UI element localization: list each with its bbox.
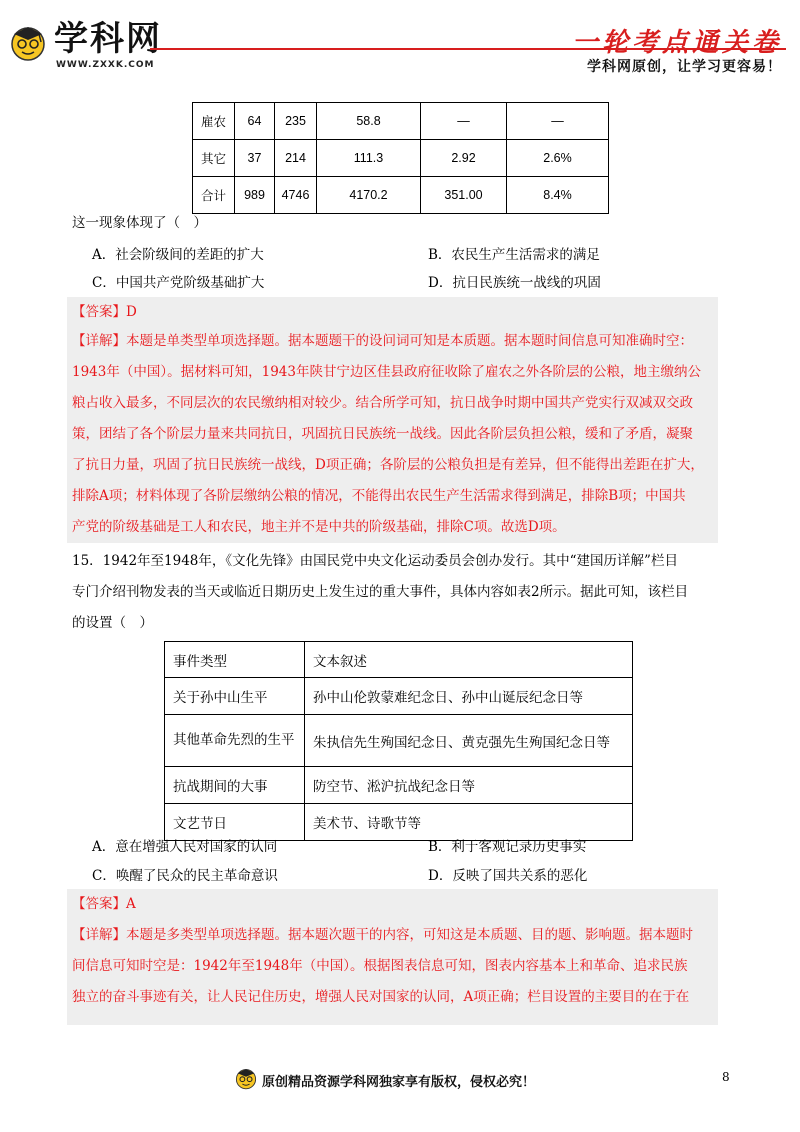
footer-emoji-icon bbox=[234, 1066, 258, 1090]
q15-detail-line: 间信息可知时空是：1942年至1948年（中国）。根据图表信息可知，图表内容基本上和革命、追求民族 bbox=[72, 958, 688, 974]
q15-option-b: B．利于客观记录历史事实 bbox=[428, 839, 587, 855]
header-title: 一轮考点通关卷 bbox=[571, 28, 782, 58]
q14-option-b: B．农民生产生活需求的满足 bbox=[428, 247, 600, 263]
q14-detail-line: 1943年（中国）。据材料可知，1943年陕甘宁边区佳县政府征收除了雇农之外各阶层的公粮，地主缴纳公 bbox=[72, 364, 701, 380]
logo-emoji-icon bbox=[8, 22, 48, 62]
table-cell: 抗战期间的大事 bbox=[165, 767, 305, 804]
q15-stem bbox=[72, 546, 716, 639]
table-row bbox=[165, 678, 633, 715]
table-cell: 111.3 bbox=[317, 140, 421, 177]
table-cell: 其它 bbox=[193, 140, 235, 177]
q14-option-a: A．社会阶级间的差距的扩大 bbox=[92, 247, 264, 263]
table-row bbox=[193, 140, 609, 177]
q15-option-c: C．唤醒了民众的民主革命意识 bbox=[92, 868, 278, 884]
table-cell: 朱执信先生殉国纪念日、黄克强先生殉国纪念日等 bbox=[305, 715, 633, 767]
table-cell: — bbox=[507, 103, 609, 140]
table-cell: 8.4% bbox=[507, 177, 609, 214]
page-number: 8 bbox=[722, 1070, 730, 1084]
q15-detail-line: 【详解】本题是多类型单项选择题。据本题次题干的内容，可知这是本质题、目的题、影响题。据本题时 bbox=[72, 927, 693, 943]
table-row bbox=[165, 804, 633, 841]
table-cell: 37 bbox=[235, 140, 275, 177]
table-row bbox=[165, 715, 633, 767]
table-cell: 989 bbox=[235, 177, 275, 214]
q14-detail-line: 产党的阶级基础是工人和农民，地主并不是中共的阶级基础，排除C项。故选D项。 bbox=[72, 519, 566, 535]
table-cell: 2.6% bbox=[507, 140, 609, 177]
footer-copyright: 原创精品资源学科网独家享有版权，侵权必究！ bbox=[262, 1075, 536, 1090]
table-cell: 4746 bbox=[275, 177, 317, 214]
logo-text: 学科网 bbox=[54, 19, 162, 59]
table-cell: 2.92 bbox=[421, 140, 507, 177]
table-cell: 防空节、淞沪抗战纪念日等 bbox=[305, 767, 633, 804]
table-cell: 214 bbox=[275, 140, 317, 177]
table-cell: 雇农 bbox=[193, 103, 235, 140]
table-row bbox=[193, 177, 609, 214]
table-cell: 关于孙中山生平 bbox=[165, 678, 305, 715]
q15-option-a: A．意在增强人民对国家的认同 bbox=[92, 839, 278, 855]
q14-detail-line: 排除A项；材料体现了各阶层缴纳公粮的情况，不能得出农民生产生活需求得到满足，排除B项；中国共 bbox=[72, 488, 686, 504]
q15-option-d: D．反映了国共关系的恶化 bbox=[428, 868, 588, 884]
table-cell: 235 bbox=[275, 103, 317, 140]
q14-option-d: D．抗日民族统一战线的巩固 bbox=[428, 275, 601, 291]
table-column-content bbox=[164, 641, 633, 841]
table-cell: 美术节、诗歌节等 bbox=[305, 804, 633, 841]
table-row bbox=[193, 103, 609, 140]
q14-detail bbox=[72, 326, 716, 543]
q15-stem-line: 15．1942年至1948年，《文化先锋》由国民党中央文化运动委员会创办发行。其中“建国历详解”栏目 bbox=[72, 553, 678, 569]
q14-detail-line: 了抗日力量，巩固了抗日民族统一战线，D项正确；各阶层的公粮负担是有差异，但不能得出差距在扩大， bbox=[72, 457, 704, 473]
q15-stem-line: 的设置（ ） bbox=[72, 615, 153, 631]
table-cell: 351.00 bbox=[421, 177, 507, 214]
table-cell: 文艺节日 bbox=[165, 804, 305, 841]
table-row bbox=[165, 767, 633, 804]
table-header-cell: 事件类型 bbox=[165, 642, 305, 678]
table-cell: 64 bbox=[235, 103, 275, 140]
q14-stem: 这一现象体现了（ ） bbox=[72, 215, 207, 231]
table-grain-tax bbox=[192, 102, 609, 214]
q15-detail-line: 独立的奋斗事迹有关，让人民记住历史，增强人民对国家的认同，A项正确；栏目设置的主要目的在于在 bbox=[72, 989, 690, 1005]
q14-detail-line: 粮占收入最多，不同层次的农民缴纳相对较少。结合所学可知，抗日战争时期中国共产党实行双减双交政 bbox=[72, 395, 693, 411]
q14-detail-line: 策，团结了各个阶层力量来共同抗日，巩固抗日民族统一战线。因此各阶层负担公粮，缓和了矛盾，凝聚 bbox=[72, 426, 693, 442]
header-divider bbox=[150, 48, 786, 50]
table-cell: 4170.2 bbox=[317, 177, 421, 214]
table-header-cell: 文本叙述 bbox=[305, 642, 633, 678]
table-cell: 其他革命先烈的生平 bbox=[165, 715, 305, 767]
table-cell: — bbox=[421, 103, 507, 140]
table-cell: 孙中山伦敦蒙难纪念日、孙中山诞辰纪念日等 bbox=[305, 678, 633, 715]
q15-stem-line: 专门介绍刊物发表的当天或临近日期历史上发生过的重大事件，具体内容如表2所示。据此可知，该栏目 bbox=[72, 584, 689, 600]
q14-detail-line: 【详解】本题是单类型单项选择题。据本题题干的设问词可知是本质题。据本题时间信息可知准确时空： bbox=[72, 333, 693, 349]
table-cell: 58.8 bbox=[317, 103, 421, 140]
q14-answer: 【答案】D bbox=[72, 304, 137, 320]
table-header-row bbox=[165, 642, 633, 678]
q15-answer: 【答案】A bbox=[72, 896, 136, 912]
header-slogan: 学科网原创，让学习更容易！ bbox=[587, 59, 782, 75]
q15-detail bbox=[72, 920, 716, 1013]
table-cell: 合计 bbox=[193, 177, 235, 214]
logo-url: WWW.ZXXK.COM bbox=[56, 60, 155, 70]
q14-option-c: C．中国共产党阶级基础扩大 bbox=[92, 275, 265, 291]
